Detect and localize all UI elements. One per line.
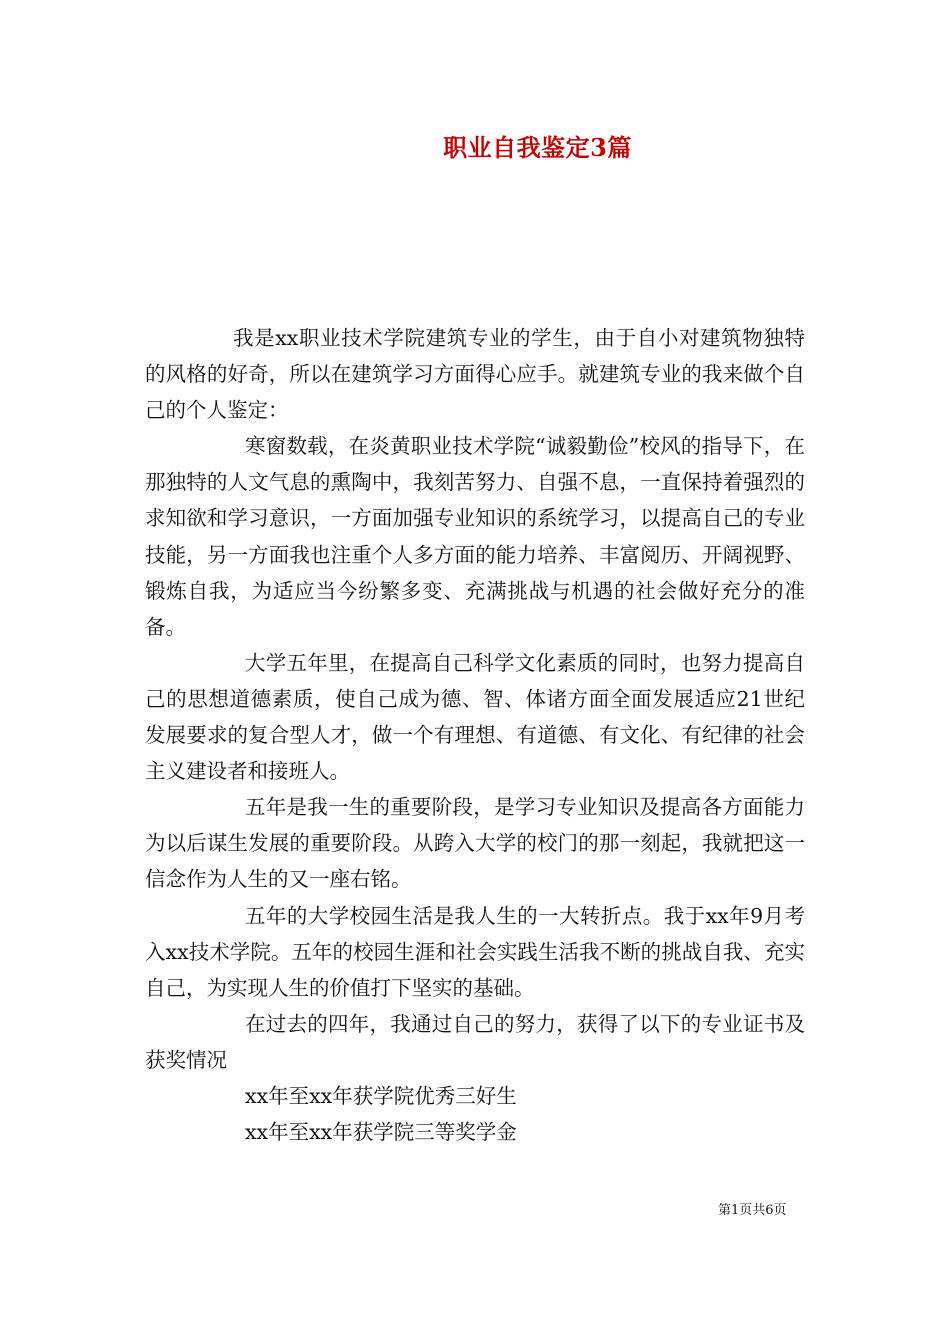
paragraph-growth: 大学五年里，在提高自己科学文化素质的同时，也努力提高自己的思想道德素质，使自己成为德、智、体诸方面全面发展适应21世纪发展要求的复合型人才，做一个有理想、有道德、有文化、有纪律的社会主义建设者和接班人。 xyxy=(145,650,805,784)
document-body xyxy=(145,320,805,1150)
award-item: xx年至xx年获学院三等奖学金 xyxy=(245,1120,517,1145)
paragraph-stage: 五年是我一生的重要阶段，是学习专业知识及提高各方面能力为以后谋生发展的重要阶段。从跨入大学的校门的那一刻起，我就把这一信念作为人生的又一座右铭。 xyxy=(145,795,805,892)
paragraph-campus-life: 五年的大学校园生活是我人生的一大转折点。我于xx年9月考入xx技术学院。五年的校园生涯和社会实践生活我不断的挑战自我、充实自己，为实现人生的价值打下坚实的基础。 xyxy=(145,903,805,1000)
document-title: 职业自我鉴定3篇 xyxy=(443,133,632,162)
award-item: xx年至xx年获学院优秀三好生 xyxy=(245,1083,517,1108)
paragraph-study: 寒窗数载，在炎黄职业技术学院“诚毅勤俭”校风的指导下，在那独特的人文气息的熏陶中，我刻苦努力、自强不息，一直保持着强烈的求知欲和学习意识，一方面加强专业知识的系统学习，以提高自己的专业技能，另一方面我也注重个人多方面的能力培养、丰富阅历、开阔视野、锻炼自我，为适应当今纷繁多变、充满挑战与机遇的社会做好充分的准备。 xyxy=(145,434,805,639)
paragraph-intro: 我是xx职业技术学院建筑专业的学生，由于自小对建筑物独特的风格的好奇，所以在建筑学习方面得心应手。就建筑专业的我来做个自己的个人鉴定： xyxy=(145,326,805,423)
page-number: 第1页共6页 xyxy=(718,1203,787,1218)
paragraph-certificates: 在过去的四年，我通过自己的努力，获得了以下的专业证书及获奖情况 xyxy=(145,1011,805,1072)
